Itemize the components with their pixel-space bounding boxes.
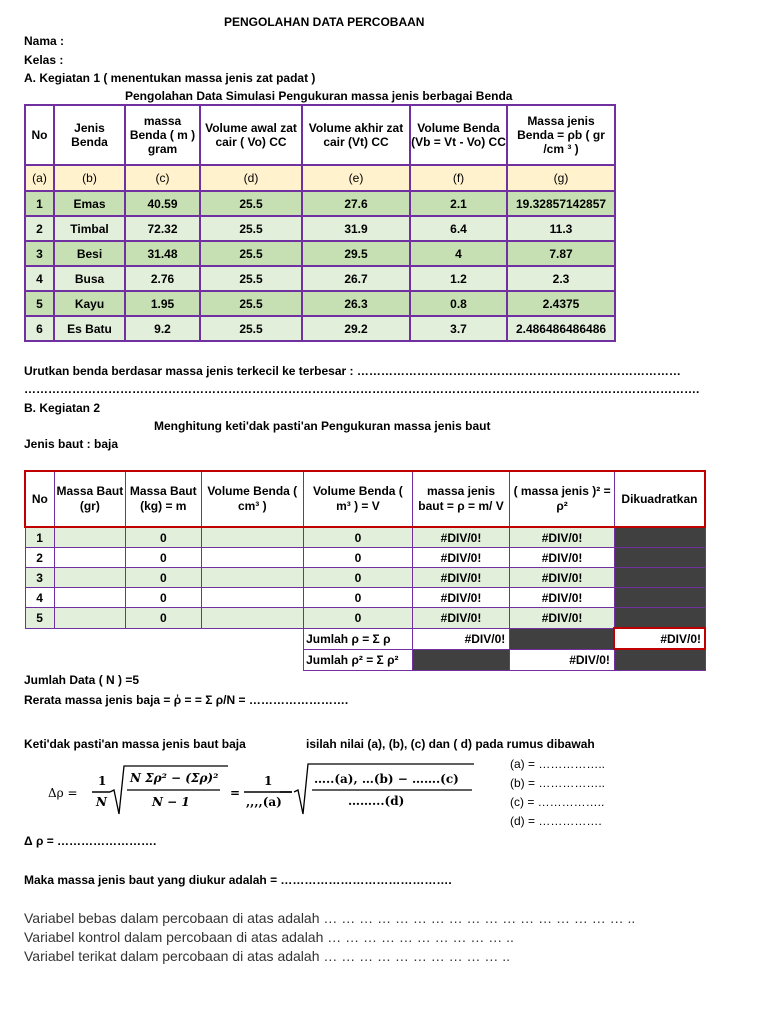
formula-eq: = [230,786,241,800]
cell[interactable]: #DIV/0! [412,527,510,548]
cell[interactable]: 0 [304,527,413,548]
cell[interactable]: #DIV/0! [412,588,510,608]
cell[interactable]: Es Batu [54,316,125,341]
cell[interactable]: 26.3 [302,291,410,316]
label-b: (b) [54,165,125,191]
cell[interactable]: 2.76 [125,266,200,291]
table-row [25,291,615,316]
cell: 3 [25,568,54,588]
table1-label-row [25,165,615,191]
header-jenis-benda: Jenis Benda [54,105,125,165]
maka-massa-jenis[interactable]: Maka massa jenis baut yang diukur adalah = ……………………………………. [24,873,452,887]
jumlah-rho-value[interactable]: #DIV/0! [412,628,510,649]
table-row [25,191,615,216]
urutkan-answer-line[interactable]: ……………………………………………………………………………………………………………………………………………………. [24,382,700,396]
table1-header-row [25,105,615,165]
jumlah-rho2-value[interactable]: #DIV/0! [510,649,615,670]
cell[interactable]: 2 [25,216,54,241]
jumlah-rho-label: Jumlah ρ = Σ ρ [304,628,413,649]
cell[interactable]: Emas [54,191,125,216]
label-g: (g) [507,165,615,191]
jumlah-data: Jumlah Data ( N ) =5 [24,673,140,687]
cell[interactable]: 4 [410,241,507,266]
table-row [25,608,705,629]
input-cell[interactable] [201,527,304,548]
cell[interactable]: 11.3 [507,216,615,241]
cell[interactable]: 25.5 [200,216,302,241]
header-massa-jenis-kuadrat: ( massa jenis )² = ρ² [510,471,615,527]
cell[interactable]: 1.2 [410,266,507,291]
formula-den2: ,,,,(a) [246,795,282,809]
cell[interactable]: 0 [126,568,201,588]
cell[interactable]: #DIV/0! [412,568,510,588]
formula-one2: 1 [264,774,273,788]
table2-title: Menghitung keti'dak pasti'an Pengukuran massa jenis baut [154,419,491,433]
cell[interactable]: 2.1 [410,191,507,216]
cell[interactable]: 1.95 [125,291,200,316]
table-massa-jenis-baut [24,470,706,671]
cell[interactable]: 25.5 [200,266,302,291]
formula-n: N [96,795,107,809]
cell[interactable]: 6 [25,316,54,341]
table-row [25,588,705,608]
header-dikuadratkan: Dikuadratkan [614,471,705,527]
jumlah-rho2-label: Jumlah ρ² = Σ ρ² [304,649,413,670]
cell: 1 [25,527,54,548]
cell: 5 [25,608,54,629]
dark-cell [614,527,705,548]
table-row [25,241,615,266]
label-f: (f) [410,165,507,191]
variabel-bebas[interactable]: Variabel bebas dalam percobaan di atas adalah … … … … … … … … … … … … … … … … … .. [24,910,636,926]
kegiatan2-heading: B. Kegiatan 2 [24,401,101,415]
cell[interactable]: 5 [25,291,54,316]
cell[interactable]: 2.3 [507,266,615,291]
cell[interactable]: 29.5 [302,241,410,266]
dark-cell [614,568,705,588]
table-massa-jenis-benda [24,104,616,342]
label-d: (d) [200,165,302,191]
cell[interactable]: #DIV/0! [510,548,615,568]
dark-cell [510,628,615,649]
isi-a[interactable]: (a) = …………….. [510,757,606,771]
cell[interactable]: #DIV/0! [510,568,615,588]
dark-cell [614,608,705,629]
dark-cell [614,649,705,670]
isi-b[interactable]: (b) = …………….. [510,776,606,790]
label-e: (e) [302,165,410,191]
cell[interactable]: 19.32857142857 [507,191,615,216]
isilah-instruction: isilah nilai (a), (b), (c) dan ( d) pada rumus dibawah [306,737,595,751]
delta-rho-answer[interactable]: Δ ρ = ……………………. [24,834,157,848]
jenis-baut: Jenis baut : baja [24,437,119,451]
header-no: No [25,105,54,165]
ketidakpastian-label: Keti'dak pasti'an massa jenis baut baja [24,737,246,751]
cell[interactable]: 0.8 [410,291,507,316]
jumlah-rho-row [25,628,705,649]
header-massa-baut-gr: Massa Baut (gr) [54,471,125,527]
cell[interactable]: 7.87 [507,241,615,266]
header-volume-akhir: Volume akhir zat cair (Vt) CC [302,105,410,165]
input-cell[interactable] [54,548,125,568]
header-massa-baut-kg: Massa Baut (kg) = m [126,471,201,527]
cell[interactable]: 25.5 [200,316,302,341]
cell[interactable]: 27.6 [302,191,410,216]
formula-num2: …..(a), …(b) − …….(c) [314,772,459,786]
cell: 2 [25,548,54,568]
cell[interactable]: 0 [126,608,201,629]
cell[interactable]: 3 [25,241,54,266]
header-volume-benda: Volume Benda (Vb = Vt - Vo) CC [410,105,507,165]
header-volume-awal: Volume awal zat cair ( Vo) CC [200,105,302,165]
variabel-kontrol[interactable]: Variabel kontrol dalam percobaan di atas adalah … … … … … … … … … … .. [24,929,514,945]
isi-c[interactable]: (c) = …………….. [510,795,605,809]
cell[interactable]: 0 [304,608,413,629]
table-row [25,527,705,548]
cell[interactable]: 0 [304,548,413,568]
rerata-massa-jenis: Rerata massa jenis baja = ῤ = = Σ ρ/N = ……………………. [24,693,349,707]
input-cell[interactable] [201,588,304,608]
formula-numerator: N Σρ² − (Σρ)² [130,771,219,785]
isi-d[interactable]: (d) = ……………. [510,814,602,828]
header-no: No [25,471,54,527]
cell[interactable]: 4 [25,266,54,291]
cell[interactable]: 3.7 [410,316,507,341]
cell[interactable]: Besi [54,241,125,266]
cell[interactable]: 1 [25,191,54,216]
formula-den3: ……...(d) [348,794,405,808]
urutkan-instruction: Urutkan benda berdasar massa jenis terkecil ke terbesar : ……………………………………………………………………… [24,364,681,378]
header-volume-cm3: Volume Benda ( cm³ ) [201,471,304,527]
cell[interactable]: 40.59 [125,191,200,216]
table2-header-row [25,471,705,527]
input-cell[interactable] [54,588,125,608]
cell[interactable]: 9.2 [125,316,200,341]
cell[interactable]: 25.5 [200,291,302,316]
cell[interactable]: 6.4 [410,216,507,241]
cell[interactable]: 26.7 [302,266,410,291]
input-cell[interactable] [201,548,304,568]
cell[interactable]: 29.2 [302,316,410,341]
label-c: (c) [125,165,200,191]
table-row [25,568,705,588]
cell[interactable]: Kayu [54,291,125,316]
table-row [25,216,615,241]
formula-one: 1 [98,774,107,788]
table-row [25,316,615,341]
input-cell[interactable] [201,568,304,588]
cell[interactable]: Timbal [54,216,125,241]
cell[interactable]: 2.4375 [507,291,615,316]
jumlah-rho2-row [25,649,705,670]
table-row [25,548,705,568]
kelas-label: Kelas : [24,53,64,67]
header-massa-benda: massa Benda ( m ) gram [125,105,200,165]
cell[interactable]: #DIV/0! [412,548,510,568]
cell[interactable]: 0 [126,527,201,548]
formula-lhs: Δρ = [48,786,78,800]
cell[interactable]: #DIV/0! [510,527,615,548]
cell[interactable]: 72.32 [125,216,200,241]
variabel-terikat[interactable]: Variabel terikat dalam percobaan di atas adalah … … … … … … … … … … .. [24,948,511,964]
cell[interactable]: 0 [304,568,413,588]
header-volume-m3: Volume Benda ( m³ ) = V [304,471,413,527]
dark-cell [412,649,510,670]
input-cell[interactable] [54,608,125,629]
cell[interactable]: 2.486486486486 [507,316,615,341]
cell[interactable]: #DIV/0! [412,608,510,629]
input-cell[interactable] [54,568,125,588]
cell[interactable]: 0 [126,548,201,568]
cell[interactable]: 31.9 [302,216,410,241]
table1-title: Pengolahan Data Simulasi Pengukuran massa jenis berbagai Benda [125,89,513,103]
cell[interactable]: Busa [54,266,125,291]
jumlah-rho-right[interactable]: #DIV/0! [614,628,705,649]
label-a: (a) [25,165,54,191]
cell[interactable]: #DIV/0! [510,608,615,629]
cell: 4 [25,588,54,608]
page-title: PENGOLAHAN DATA PERCOBAAN [224,15,425,29]
kegiatan1-heading: A. Kegiatan 1 ( menentukan massa jenis zat padat ) [24,71,316,85]
header-massa-jenis: Massa jenis Benda = ρb ( gr /cm ³ ) [507,105,615,165]
dark-cell [614,588,705,608]
table-row [25,266,615,291]
header-massa-jenis-baut: massa jenis baut = ρ = m/ V [412,471,510,527]
cell[interactable]: #DIV/0! [510,588,615,608]
cell[interactable]: 0 [304,588,413,608]
cell[interactable]: 0 [126,588,201,608]
nama-label: Nama : [24,34,65,48]
cell[interactable]: 25.5 [200,191,302,216]
formula-denominator: N − 1 [152,795,190,809]
cell[interactable]: 31.48 [125,241,200,266]
input-cell[interactable] [201,608,304,629]
dark-cell [614,548,705,568]
input-cell[interactable] [54,527,125,548]
cell[interactable]: 25.5 [200,241,302,266]
